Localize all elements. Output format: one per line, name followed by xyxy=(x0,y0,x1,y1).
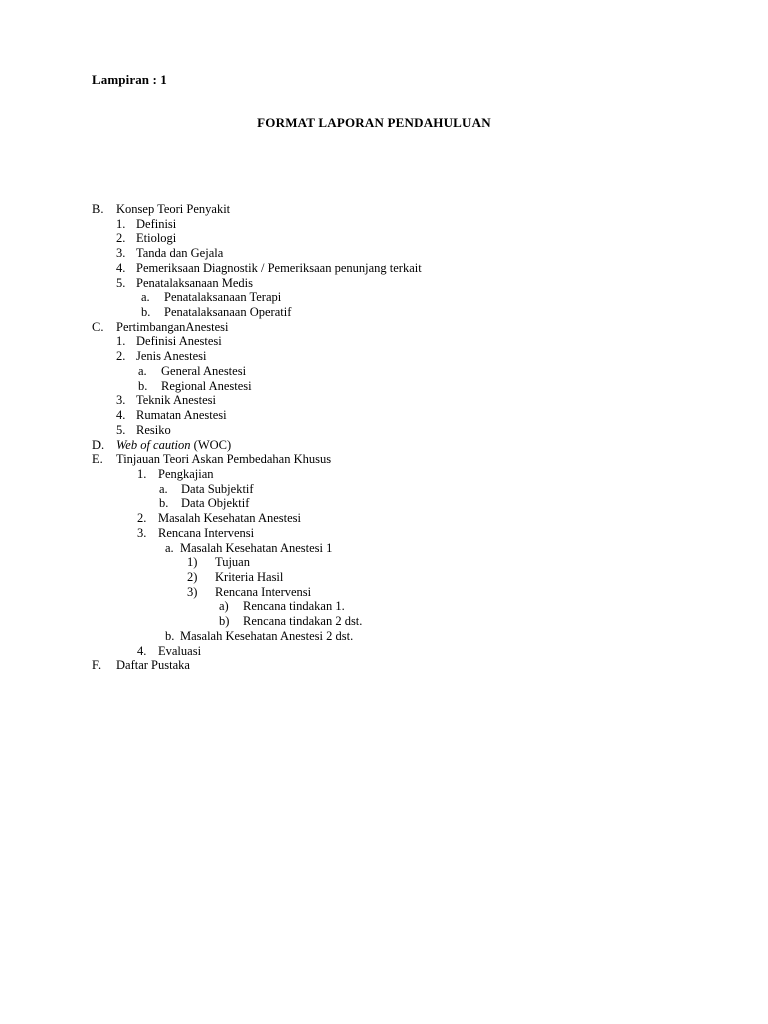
outline-item xyxy=(0,599,768,614)
outline-item xyxy=(0,217,768,232)
outline-item-marker: 1. xyxy=(116,334,126,349)
outline-item-marker: E. xyxy=(92,452,103,467)
outline-item-text: PertimbanganAnestesi xyxy=(116,319,229,334)
document-title: FORMAT LAPORAN PENDAHULUAN xyxy=(257,115,491,130)
outline-item xyxy=(0,231,768,246)
outline-item xyxy=(0,585,768,600)
outline-item xyxy=(0,570,768,585)
outline-item xyxy=(0,364,768,379)
outline-item-text-suffix: (WOC) xyxy=(190,437,232,452)
outline-item xyxy=(0,349,768,364)
outline-item-text: Penatalaksanaan Medis xyxy=(136,275,253,290)
outline-item-marker: 3. xyxy=(116,393,126,408)
outline-item-text: Rencana Intervensi xyxy=(158,525,255,540)
outline-item xyxy=(0,496,768,511)
outline-item xyxy=(0,614,768,629)
outline-item-text: Pengkajian xyxy=(158,466,214,481)
outline-item-marker: a. xyxy=(138,363,147,378)
outline-item xyxy=(0,526,768,541)
outline-item-marker: 4. xyxy=(116,408,126,423)
outline-item-marker: 5. xyxy=(116,422,126,437)
outline-item xyxy=(0,467,768,482)
outline-item xyxy=(0,423,768,438)
outline-item-marker: a. xyxy=(165,540,174,555)
outline-item xyxy=(0,305,768,320)
outline-item-text: Masalah Kesehatan Anestesi 1 xyxy=(180,540,333,555)
outline-item xyxy=(0,334,768,349)
outline-item-text: Masalah Kesehatan Anestesi 2 dst. xyxy=(180,628,354,643)
outline-item-marker: B. xyxy=(92,202,104,216)
outline-item-marker: 4. xyxy=(116,260,126,275)
outline-item-text: Daftar Pustaka xyxy=(116,658,190,673)
outline-item-marker: 3) xyxy=(187,584,198,599)
outline-item-text: Kriteria Hasil xyxy=(215,570,284,584)
outline-item-text: Tanda dan Gejala xyxy=(136,246,224,261)
outline-item-text: Data Subjektif xyxy=(181,481,254,496)
outline-item xyxy=(0,555,768,570)
outline-item-text: Rumatan Anestesi xyxy=(136,408,227,423)
outline-item xyxy=(0,511,768,526)
outline-item-marker: 4. xyxy=(137,643,147,658)
outline-item-marker: 1. xyxy=(137,466,147,481)
outline-item xyxy=(0,408,768,423)
outline-item-text: Rencana tindakan 2 dst. xyxy=(243,614,363,629)
outline-item-text: Penatalaksanaan Operatif xyxy=(164,305,292,320)
outline-item-text: Pemeriksaan Diagnostik / Pemeriksaan penunjang terkait xyxy=(136,260,422,275)
outline-item-text: Resiko xyxy=(136,422,171,437)
outline-item xyxy=(0,393,768,408)
outline-item xyxy=(0,658,768,673)
outline-item-marker: C. xyxy=(92,319,104,334)
outline-item xyxy=(0,438,768,453)
outline-item-text: Web of caution xyxy=(116,437,191,452)
outline-item-marker: b. xyxy=(141,305,151,320)
outline-item-marker: b. xyxy=(165,628,175,643)
outline-item-text: Definisi Anestesi xyxy=(136,334,222,349)
outline-item-marker: 1) xyxy=(187,555,198,570)
outline-item-text: General Anestesi xyxy=(161,363,247,378)
outline-item-marker: b. xyxy=(138,378,148,393)
outline-item xyxy=(0,261,768,276)
outline-item xyxy=(0,452,768,467)
outline-item-marker: 1. xyxy=(116,216,126,231)
outline-item xyxy=(0,246,768,261)
outline-item xyxy=(0,320,768,335)
outline-item-text: Evaluasi xyxy=(158,643,202,658)
outline-item xyxy=(0,290,768,305)
outline-item-text: Rencana tindakan 1. xyxy=(243,599,345,614)
outline-item-marker: a) xyxy=(219,599,229,614)
outline-item-marker: F. xyxy=(92,658,102,673)
outline-item-marker: 2. xyxy=(116,349,126,364)
outline-item-text: Etiologi xyxy=(136,231,177,246)
outline-item-marker: 2. xyxy=(116,231,126,246)
outline-item xyxy=(0,644,768,659)
outline-item-text: Definisi xyxy=(136,216,177,231)
outline-item-marker: 2. xyxy=(137,511,147,526)
outline-item-marker: a. xyxy=(159,481,168,496)
outline-item-text: Tinjauan Teori Askan Pembedahan Khusus xyxy=(116,452,332,467)
outline-item xyxy=(0,482,768,497)
outline-item-marker: a. xyxy=(141,290,150,305)
outline-item-text: Jenis Anestesi xyxy=(136,349,207,364)
outline-item-marker: 5. xyxy=(116,275,126,290)
outline-item xyxy=(0,276,768,291)
outline-item-marker: D. xyxy=(92,437,105,452)
outline-item-text: Tujuan xyxy=(215,555,250,570)
outline-item-marker: 2) xyxy=(187,570,198,584)
outline-item-marker: 3. xyxy=(116,246,126,261)
outline-item xyxy=(0,202,768,217)
outline-item-text: Rencana Intervensi xyxy=(215,584,312,599)
lampiran-label: Lampiran : 1 xyxy=(92,72,167,87)
outline-item-text: Masalah Kesehatan Anestesi xyxy=(158,511,302,526)
outline-item-text: Regional Anestesi xyxy=(161,378,252,393)
outline-item-marker: b) xyxy=(219,614,230,629)
outline-item-marker: b. xyxy=(159,496,169,511)
outline-item xyxy=(0,629,768,644)
outline-item-text: Konsep Teori Penyakit xyxy=(116,202,231,216)
outline-item-text: Teknik Anestesi xyxy=(136,393,217,408)
outline-item xyxy=(0,379,768,394)
outline-item-text: Penatalaksanaan Terapi xyxy=(164,290,282,305)
outline-item-marker: 3. xyxy=(137,525,147,540)
outline-item xyxy=(0,541,768,556)
outline-item-text: Data Objektif xyxy=(181,496,250,511)
